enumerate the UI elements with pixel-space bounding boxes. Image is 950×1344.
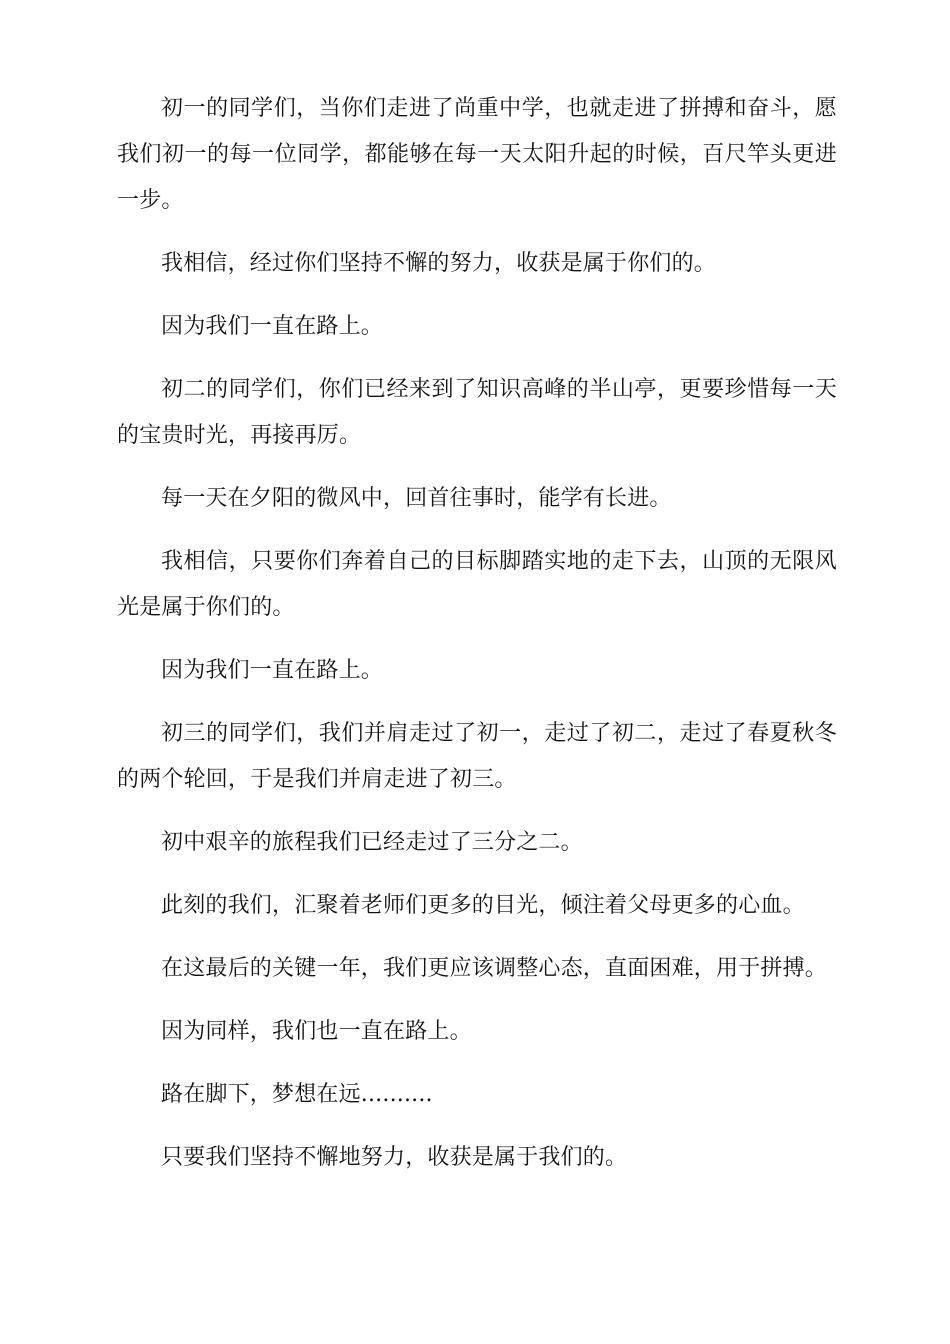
paragraph: 初中艰辛的旅程我们已经走过了三分之二。 bbox=[161, 830, 583, 855]
paragraph: 在这最后的关键一年，我们更应该调整心态，直面困难，用于拼搏。 bbox=[161, 956, 828, 981]
paragraph: 只要我们坚持不懈地努力，收获是属于我们的。 bbox=[161, 1145, 628, 1170]
paragraph: 初一的同学们，当你们走进了尚重中学，也就走进了拼搏和奋斗，愿我们初一的每一位同学，都能够在每一天太阳升起的时候，百尺竿头更进一步。 bbox=[117, 96, 837, 213]
document-page bbox=[117, 86, 837, 1198]
paragraph: 因为我们一直在路上。 bbox=[161, 314, 384, 339]
paragraph: 每一天在夕阳的微风中，回首往事时，能学有长进。 bbox=[161, 486, 672, 511]
paragraph: 因为同样，我们也一直在路上。 bbox=[161, 1019, 472, 1044]
paragraph: 因为我们一直在路上。 bbox=[161, 658, 384, 683]
paragraph: 我相信，只要你们奔着自己的目标脚踏实地的走下去，山顶的无限风光是属于你们的。 bbox=[117, 549, 837, 620]
paragraph: 初三的同学们，我们并肩走过了初一，走过了初二，走过了春夏秋冬的两个轮回，于是我们并肩走进了初三。 bbox=[117, 721, 837, 792]
paragraph: 初二的同学们，你们已经来到了知识高峰的半山亭，更要珍惜每一天的宝贵时光，再接再厉。 bbox=[117, 377, 837, 448]
paragraph: 路在脚下，梦想在远.......... bbox=[161, 1082, 433, 1107]
paragraph: 此刻的我们，汇聚着老师们更多的目光，倾注着父母更多的心血。 bbox=[161, 893, 805, 918]
paragraph: 我相信，经过你们坚持不懈的努力，收获是属于你们的。 bbox=[161, 251, 717, 276]
